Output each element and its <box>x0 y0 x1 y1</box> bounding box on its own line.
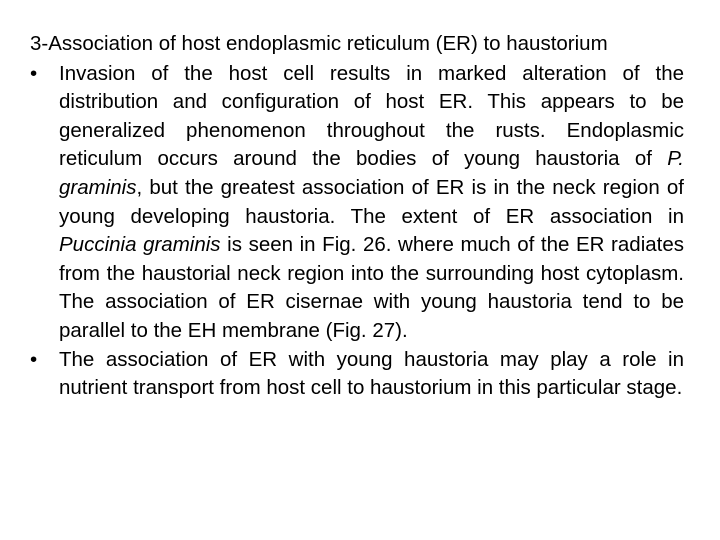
bullet-text-part: , but the greatest association of ER is in the neck region of young developing haustoria. The extent of ER association in <box>59 175 684 228</box>
bullet-icon: • <box>30 61 38 85</box>
bullet-item-nutrient-transport <box>30 346 684 403</box>
bullet-text-part: Invasion of the host cell results in marked alteration of the distribution and configuration of host ER. This appears to be generalized phenomenon throughout the rusts. Endoplasmic reticulum occurs around the bodies of young haustoria of <box>59 61 684 171</box>
section-heading: 3-Association of host endoplasmic reticulum (ER) to haustorium <box>30 32 608 55</box>
bullet-item-er-alteration <box>30 60 684 346</box>
species-name-italic: P. graminis <box>59 147 684 199</box>
species-name-italic: Puccinia graminis <box>59 233 221 257</box>
bullet-icon: • <box>30 347 38 371</box>
bullet-text: The association of ER with young haustoria may play a role in nutrient transport from host cell to haustorium in this particular stage. <box>59 347 684 400</box>
bullet-text-part: is seen in Fig. 26. where much of the ER radiates from the haustorial neck region into the surrounding host cytoplasm. The association of ER cisernae with young haustoria tend to be parallel to the EH membrane (Fig. 27). <box>59 233 684 342</box>
